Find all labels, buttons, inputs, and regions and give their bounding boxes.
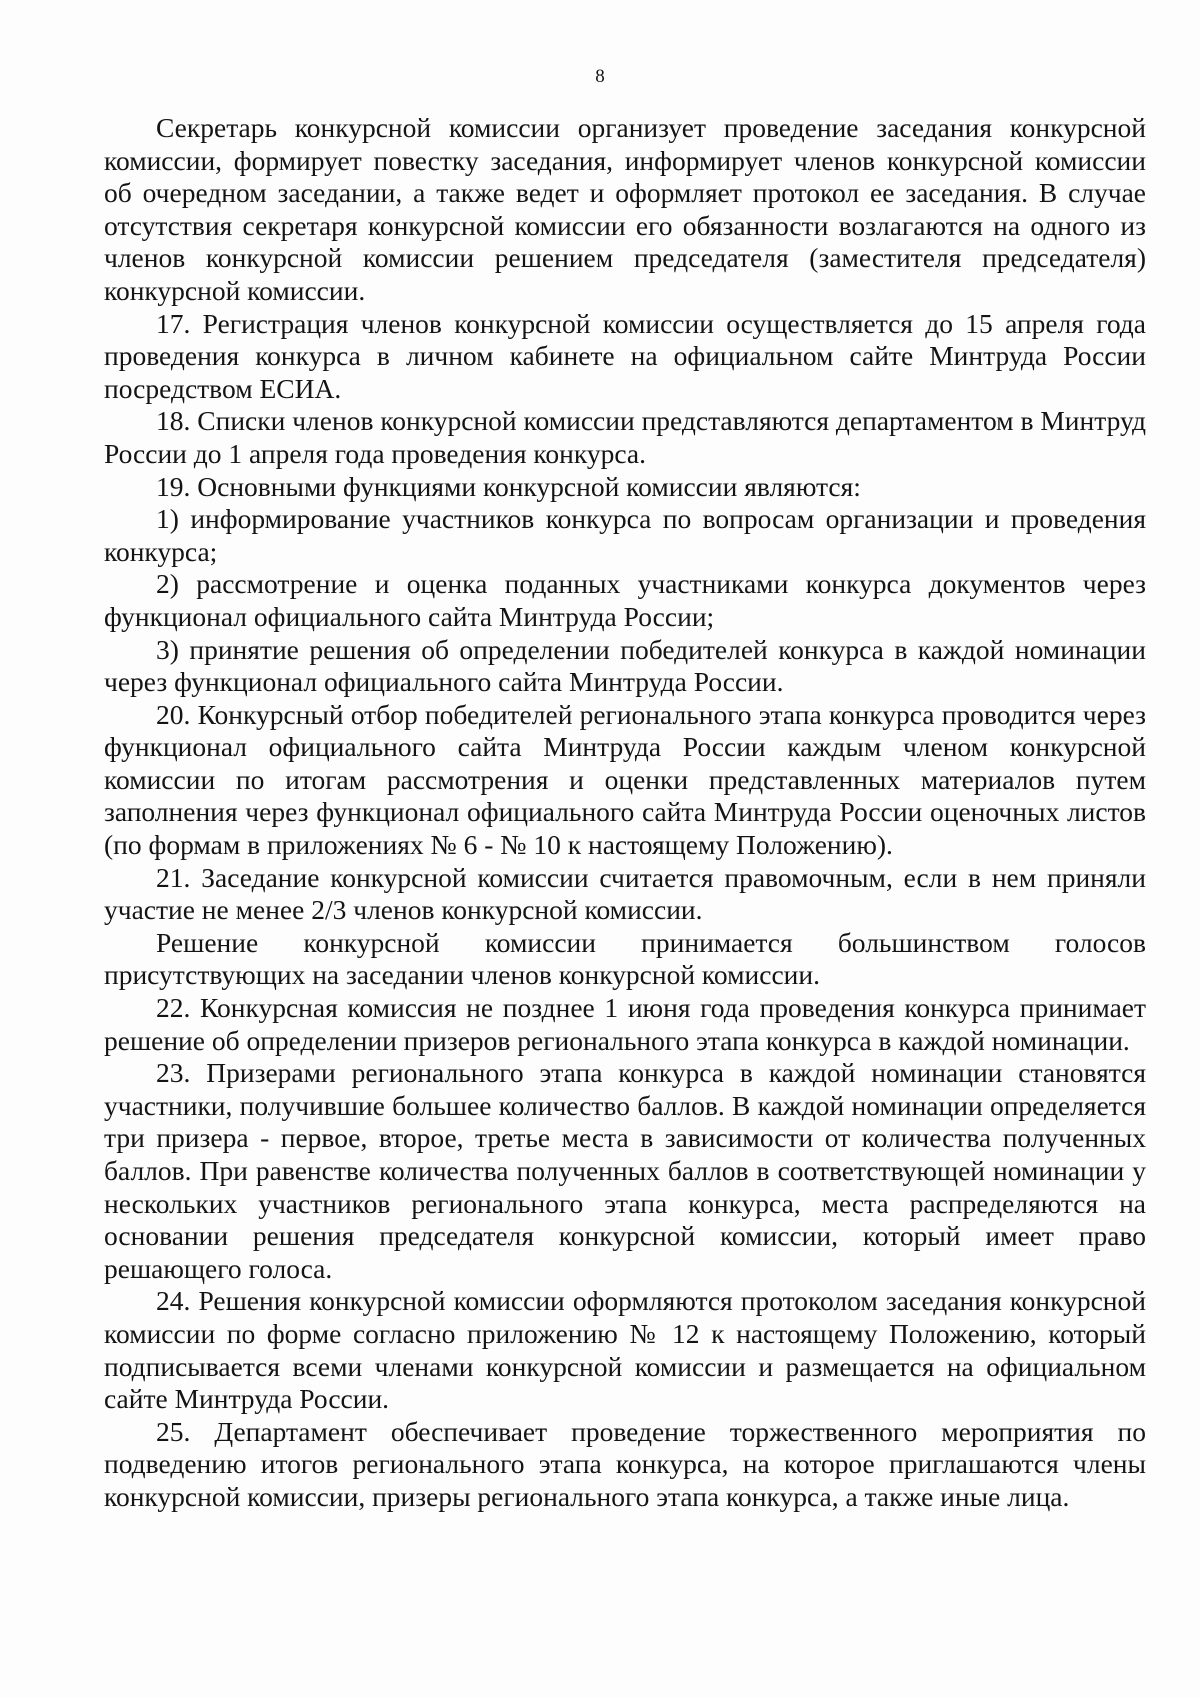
paragraph-24-protocol: 24. Решения конкурсной комиссии оформляются протоколом заседания конкурсной комиссии по форме согласно приложению № 12 к настоящему Положению, который подписывается всеми членами конкурсной комиссии и размещается на официальном сайте Минтруда России. bbox=[104, 1285, 1146, 1415]
paragraph-18-member-lists: 18. Списки членов конкурсной комиссии представляются департаментом в Минтруд России до 1 апреля года проведения конкурса. bbox=[104, 405, 1146, 469]
paragraph-19-item-1: 1) информирование участников конкурса по вопросам организации и проведения конкурса; bbox=[104, 503, 1146, 567]
paragraph-21-decision: Решение конкурсной комиссии принимается большинством голосов присутствующих на заседании членов конкурсной комиссии. bbox=[104, 926, 1146, 991]
paragraph-19-item-2: 2) рассмотрение и оценка поданных участниками конкурса документов через функционал официального сайта Минтруда России; bbox=[104, 568, 1146, 632]
page-number: 8 bbox=[595, 66, 605, 87]
paragraph-22-deadline: 22. Конкурсная комиссия не позднее 1 июня года проведения конкурса принимает решение об определении призеров регионального этапа конкурса в каждой номинации. bbox=[104, 992, 1146, 1056]
paragraph-25-ceremony: 25. Департамент обеспечивает проведение торжественного мероприятия по подведению итогов регионального этапа конкурса, на которое приглашаются члены конкурсной комиссии, призеры регионального этапа конкурса, а также иные лица. bbox=[104, 1415, 1146, 1512]
paragraph-20-selection: 20. Конкурсный отбор победителей регионального этапа конкурса проводится через функционал официального сайта Минтруда России каждым членом конкурсной комиссии по итогам рассмотрения и оценки представленных материалов путем заполнения через функционал официального сайта Минтруда России оценочных листов (по формам в приложениях № 6 - № 10 к настоящему Положению). bbox=[104, 698, 1146, 861]
paragraph-23-winners: 23. Призерами регионального этапа конкурса в каждой номинации становятся участники, получившие большее количество баллов. В каждой номинации определяется три призера - первое, второе, третье места в зависимости от количества полученных баллов. При равенстве количества полученных баллов в соответствующей номинации у нескольких участников регионального этапа конкурса, места распределяются на основании решения председателя конкурсной комиссии, который имеет право решающего голоса. bbox=[104, 1057, 1146, 1284]
paragraph-17-registration: 17. Регистрация членов конкурсной комиссии осуществляется до 15 апреля года проведения конкурса в личном кабинете на официальном сайте Минтруда России посредством ЕСИА. bbox=[104, 307, 1146, 404]
paragraph-secretary-duties: Секретарь конкурсной комиссии организует проведение заседания конкурсной комиссии, формирует повестку заседания, информирует членов конкурсной комиссии об очередном заседании, а также ведет и оформляет протокол ее заседания. В случае отсутствия секретаря конкурсной комиссии его обязанности возлагаются на одного из членов конкурсной комиссии решением председателя (заместителя председателя) конкурсной комиссии. bbox=[104, 112, 1146, 306]
paragraph-19-functions: 19. Основными функциями конкурсной комиссии являются: bbox=[156, 470, 861, 502]
document-body bbox=[104, 112, 1146, 1514]
paragraph-19-item-3: 3) принятие решения об определении победителей конкурса в каждой номинации через функционал официального сайта Минтруда России. bbox=[104, 633, 1146, 698]
paragraph-21-quorum: 21. Заседание конкурсной комиссии считается правомочным, если в нем приняли участие не менее 2/3 членов конкурсной комиссии. bbox=[104, 861, 1146, 926]
